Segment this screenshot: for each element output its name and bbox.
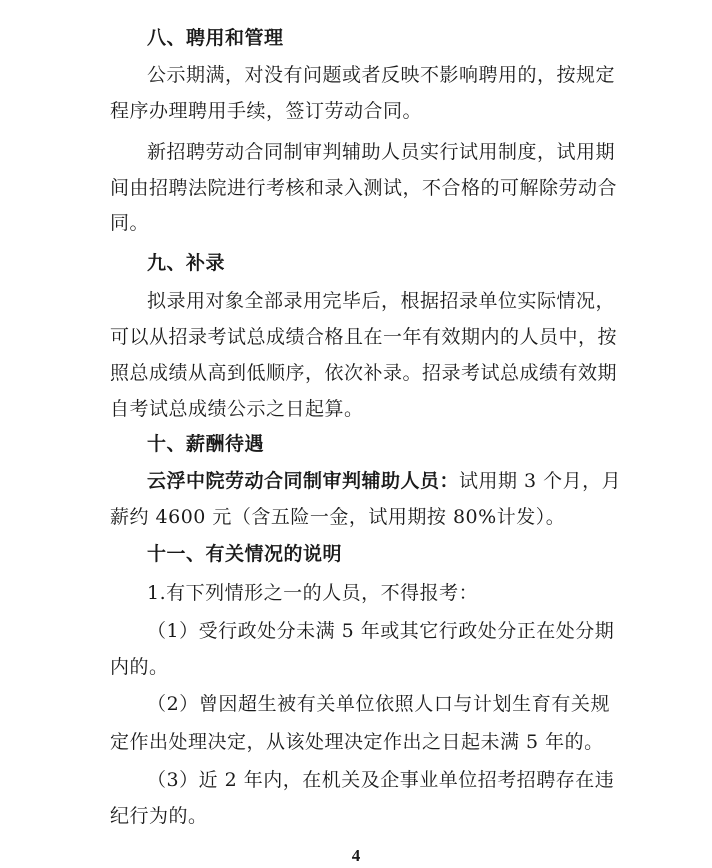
section-9-p1-line1: 拟录用对象全部录用完毕后，根据招录单位实际情况， (147, 290, 616, 312)
section-9-heading: 九、补录 (147, 252, 226, 274)
section-9-p1-line4: 自考试总成绩公示之日起算。 (110, 398, 364, 420)
section-9-p1-line2: 可以从招录考试总成绩合格且在一年有效期内的人员中，按 (110, 326, 618, 348)
section-11-sub1-line1: （1）受行政处分未满 5 年或其它行政处分正在处分期 (147, 620, 615, 642)
section-11-sub2-line2: 定作出处理决定，从该处理决定作出之日起未满 5 年的。 (110, 731, 604, 753)
section-8-p1-line1: 公示期满，对没有问题或者反映不影响聘用的，按规定 (147, 64, 616, 86)
section-11-sub2-line1: （2）曾因超生被有关单位依照人口与计划生育有关规 (147, 693, 610, 715)
section-8-p1-line2: 程序办理聘用手续，签订劳动合同。 (110, 100, 423, 122)
section-11-sub1-line2: 内的。 (110, 656, 169, 678)
section-8-p2-line1: 新招聘劳动合同制审判辅助人员实行试用制度，试用期 (147, 141, 616, 163)
section-11-sub3-line2: 纪行为的。 (110, 805, 208, 827)
section-10-heading: 十、薪酬待遇 (147, 433, 265, 455)
section-8-p2-line2: 间由招聘法院进行考核和录入测试，不合格的可解除劳动合 (110, 177, 618, 199)
section-11-item1: 1.有下列情形之一的人员，不得报考： (147, 582, 479, 604)
section-10-p1-line1 (147, 469, 622, 493)
court-name-bold: 云浮中院劳动合同制审判辅助人员： (147, 470, 460, 492)
section-8-heading: 八、聘用和管理 (147, 27, 284, 49)
page-number: 4 (351, 846, 361, 865)
section-8-p2-line3: 同。 (110, 212, 150, 234)
section-10-p1-line2: 薪约 4600 元（含五险一金，试用期按 80%计发）。 (110, 506, 566, 528)
section-11-heading: 十一、有关情况的说明 (147, 543, 343, 565)
section-11-sub3-line1: （3）近 2 年内，在机关及企事业单位招考招聘存在违 (147, 769, 615, 791)
probation-text: 试用期 3 个月，月 (459, 470, 622, 492)
section-9-p1-line3: 照总成绩从高到低顺序，依次补录。招录考试总成绩有效期 (110, 362, 618, 384)
